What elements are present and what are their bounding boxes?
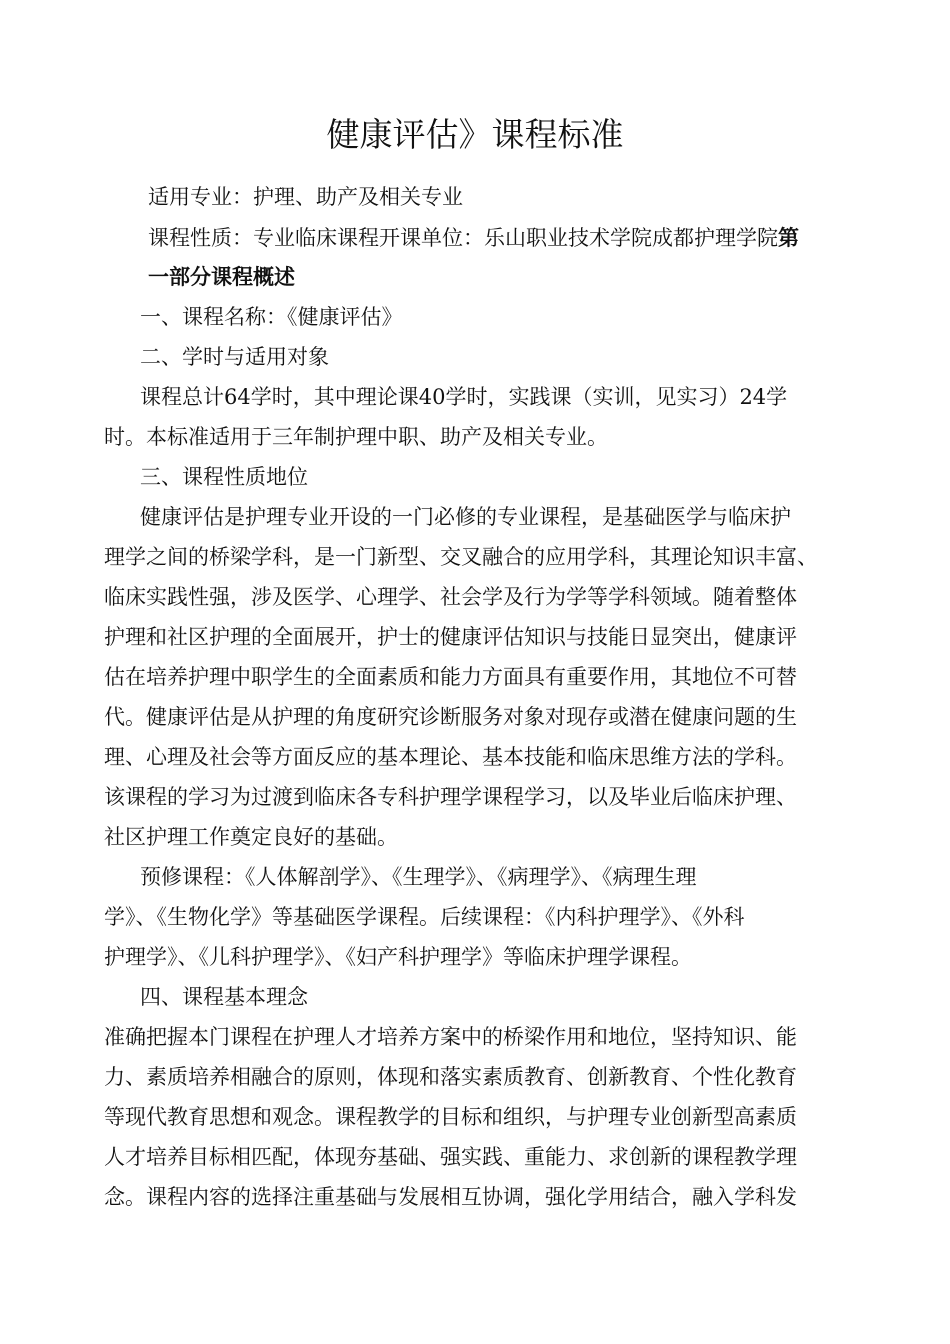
paragraph-line: 时。本标准适用于三年制护理中职、助产及相关专业。	[104, 425, 608, 449]
section-4-heading: 四、课程基本理念	[140, 985, 308, 1009]
paragraph-line: 护理学》、《儿科护理学》、《妇产科护理学》等临床护理学课程。	[104, 945, 692, 969]
paragraph-line: 代。健康评估是从护理的角度研究诊断服务对象对现存或潜在健康问题的生	[104, 705, 797, 729]
paragraph-line: 临床实践性强，涉及医学、心理学、社会学及行为学等学科领域。随着整体	[104, 585, 797, 609]
paragraph-line: 准确把握本门课程在护理人才培养方案中的桥梁作用和地位，坚持知识、能	[104, 1025, 797, 1049]
paragraph-line: 等现代教育思想和观念。课程教学的目标和组织，与护理专业创新型高素质	[104, 1105, 797, 1129]
paragraph-line: 理学之间的桥梁学科，是一门新型、交叉融合的应用学科，其理论知识丰富、	[104, 545, 818, 569]
paragraph-line: 力、素质培养相融合的原则，体现和落实素质教育、创新教育、个性化教育	[104, 1065, 797, 1089]
paragraph-line: 护理和社区护理的全面展开，护士的健康评估知识与技能日显突出，健康评	[104, 625, 797, 649]
document-title: 健康评估》课程标准	[326, 115, 624, 154]
course-nature-unit	[148, 223, 928, 253]
paragraph-line: 理、心理及社会等方面反应的基本理论、基本技能和临床思维方法的学科。	[104, 745, 797, 769]
paragraph-line: 课程总计64学时，其中理论课40学时，实践课（实训，见实习）24学	[140, 385, 788, 409]
part-one-heading-start: 第	[778, 226, 799, 250]
paragraph-line: 人才培养目标相匹配，体现夯基础、强实践、重能力、求创新的课程教学理	[104, 1145, 797, 1169]
section-3-heading: 三、课程性质地位	[140, 465, 308, 489]
paragraph-line: 估在培养护理中职学生的全面素质和能力方面具有重要作用，其地位不可替	[104, 665, 797, 689]
paragraph-line: 预修课程：《人体解剖学》、《生理学》、《病理学》、《病理生理	[140, 865, 697, 889]
paragraph-line: 该课程的学习为过渡到临床各专科护理学课程学习，以及毕业后临床护理、	[104, 785, 797, 809]
applicable-major: 适用专业：护理、助产及相关专业	[148, 185, 463, 209]
part-one-heading: 一部分课程概述	[148, 265, 295, 289]
paragraph-line: 健康评估是护理专业开设的一门必修的专业课程，是基础医学与临床护	[140, 505, 791, 529]
section-2-heading: 二、学时与适用对象	[140, 345, 329, 369]
paragraph-line: 学》、《生物化学》等基础医学课程。后续课程：《内科护理学》、《外科	[104, 905, 745, 929]
course-nature-unit-text: 课程性质：专业临床课程开课单位：乐山职业技术学院成都护理学院	[148, 226, 778, 250]
paragraph-line: 念。课程内容的选择注重基础与发展相互协调，强化学用结合，融入学科发	[104, 1185, 797, 1209]
paragraph-line: 社区护理工作奠定良好的基础。	[104, 825, 398, 849]
section-1-heading: 一、课程名称：《健康评估》	[140, 305, 403, 329]
